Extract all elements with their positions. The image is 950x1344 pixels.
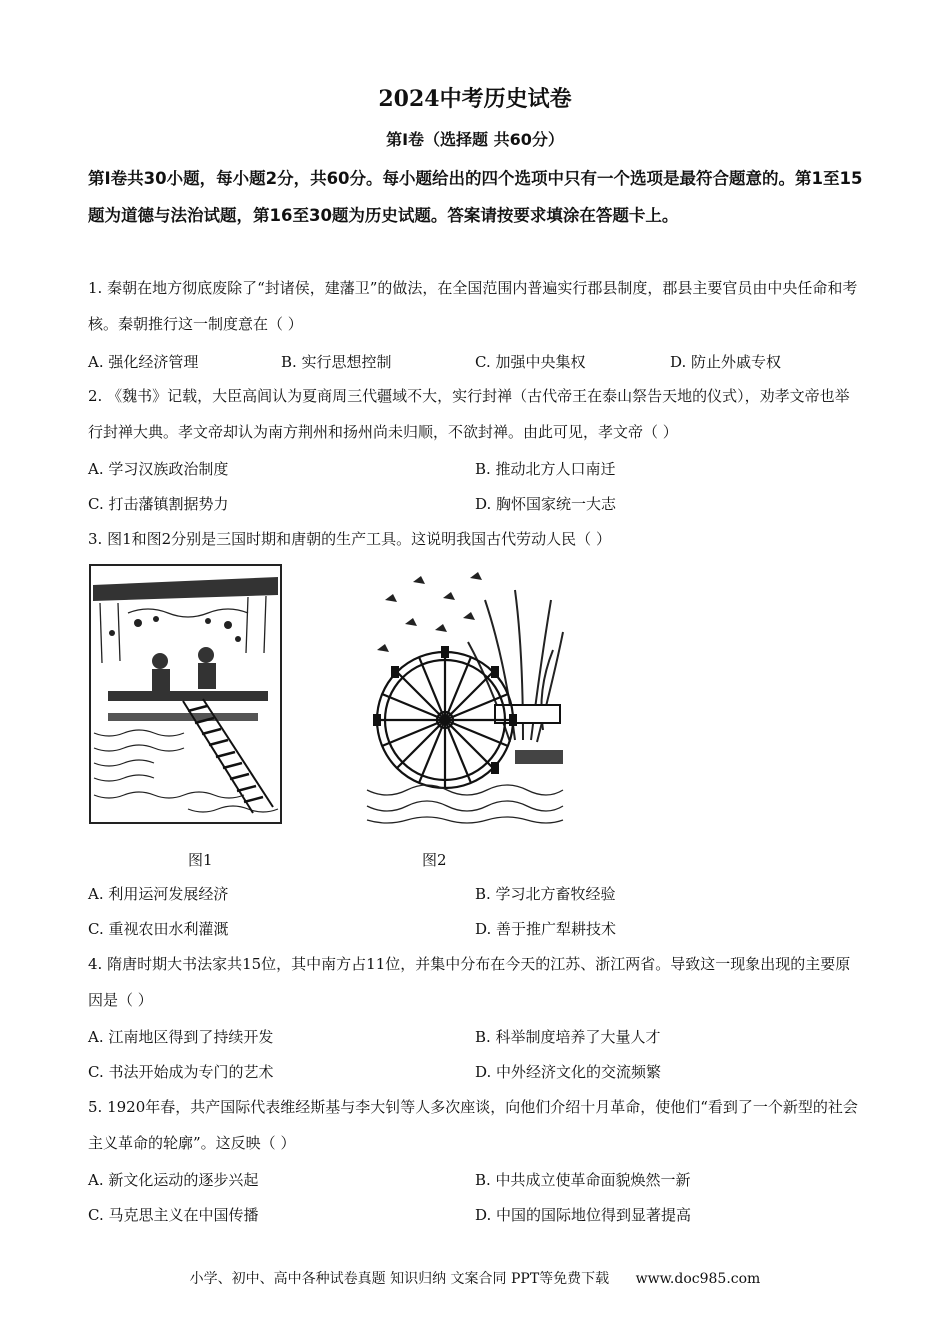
section-subtitle: 第Ⅰ卷（选择题 共60分） (386, 130, 564, 149)
question-1-stem: 1. 秦朝在地方彻底废除了“封诸侯，建藩卫”的做法，在全国范围内普遍实行郡县制度，郡县主要官员由中央任命和考核。秦朝推行这一制度意在（ ） (88, 279, 858, 333)
question-1-option-d[interactable]: D. 防止外戚专权 (670, 353, 782, 371)
question-1-option-b[interactable]: B. 实行思想控制 (281, 353, 392, 371)
section-instructions: 第Ⅰ卷共30小题，每小题2分，共60分。每小题给出的四个选项中只有一个选项是最符合题意的。第1至15题为道德与法治试题，第16至30题为历史试题。答案请按要求填涂在答题卡上。 (88, 169, 863, 225)
question-4-option-b[interactable]: B. 科举制度培养了大量人才 (475, 1028, 661, 1046)
question-2-option-a[interactable]: A. 学习汉族政治制度 (88, 460, 229, 478)
question-2-option-d[interactable]: D. 胸怀国家统一大志 (475, 495, 617, 513)
question-3-option-d[interactable]: D. 善于推广犁耕技术 (475, 920, 617, 938)
figure-2-tube-water-wheel (365, 570, 565, 828)
question-2-stem: 2. 《魏书》记载，大臣高闾认为夏商周三代疆域不大，实行封禅（古代帝王在泰山祭告天地的仪式），劝孝文帝也举行封禅大典。孝文帝却认为南方荆州和扬州尚未归顺，不欲封禅。由此可见，孝文帝（ ） (88, 387, 850, 441)
question-4-option-a[interactable]: A. 江南地区得到了持续开发 (88, 1028, 274, 1046)
exam-title: 2024中考历史试卷 (378, 86, 572, 112)
figure-2-caption: 图2 (422, 851, 447, 869)
question-5-option-a[interactable]: A. 新文化运动的逐步兴起 (88, 1171, 259, 1189)
footer-link[interactable]: www.doc985.com (635, 1271, 761, 1287)
page-footer (0, 1268, 950, 1290)
question-3-option-c[interactable]: C. 重视农田水利灌溉 (88, 920, 229, 938)
question-5-option-c[interactable]: C. 马克思主义在中国传播 (88, 1206, 259, 1224)
question-2-option-b[interactable]: B. 推动北方人口南迁 (475, 460, 616, 478)
question-5-stem: 5. 1920年春，共产国际代表维经斯基与李大钊等人多次座谈，向他们介绍十月革命，使他们“看到了一个新型的社会主义革命的轮廓”。这反映（ ） (88, 1098, 858, 1152)
question-5-option-b[interactable]: B. 中共成立使革命面貌焕然一新 (475, 1171, 691, 1189)
question-3-option-b[interactable]: B. 学习北方畜牧经验 (475, 885, 616, 903)
question-3-option-a[interactable]: A. 利用运河发展经济 (88, 885, 229, 903)
figure-1-square-pallet-chain-pump (88, 563, 283, 825)
question-1-option-a[interactable]: A. 强化经济管理 (88, 353, 199, 371)
question-2-option-c[interactable]: C. 打击藩镇割据势力 (88, 495, 229, 513)
question-4-option-d[interactable]: D. 中外经济文化的交流频繁 (475, 1063, 662, 1081)
question-4-stem: 4. 隋唐时期大书法家共15位，其中南方占11位，并集中分布在今天的江苏、浙江两省。导致这一现象出现的主要原因是（ ） (88, 955, 851, 1009)
question-4-option-c[interactable]: C. 书法开始成为专门的艺术 (88, 1063, 274, 1081)
question-5-option-d[interactable]: D. 中国的国际地位得到显著提高 (475, 1206, 692, 1224)
figure-1-caption: 图1 (188, 851, 213, 869)
question-1-option-c[interactable]: C. 加强中央集权 (475, 353, 586, 371)
footer-text: 小学、初中、高中各种试卷真题 知识归纳 文案合同 PPT等免费下载 (189, 1271, 610, 1287)
question-3-stem: 3. 图1和图2分别是三国时期和唐朝的生产工具。这说明我国古代劳动人民（ ） (88, 530, 611, 548)
